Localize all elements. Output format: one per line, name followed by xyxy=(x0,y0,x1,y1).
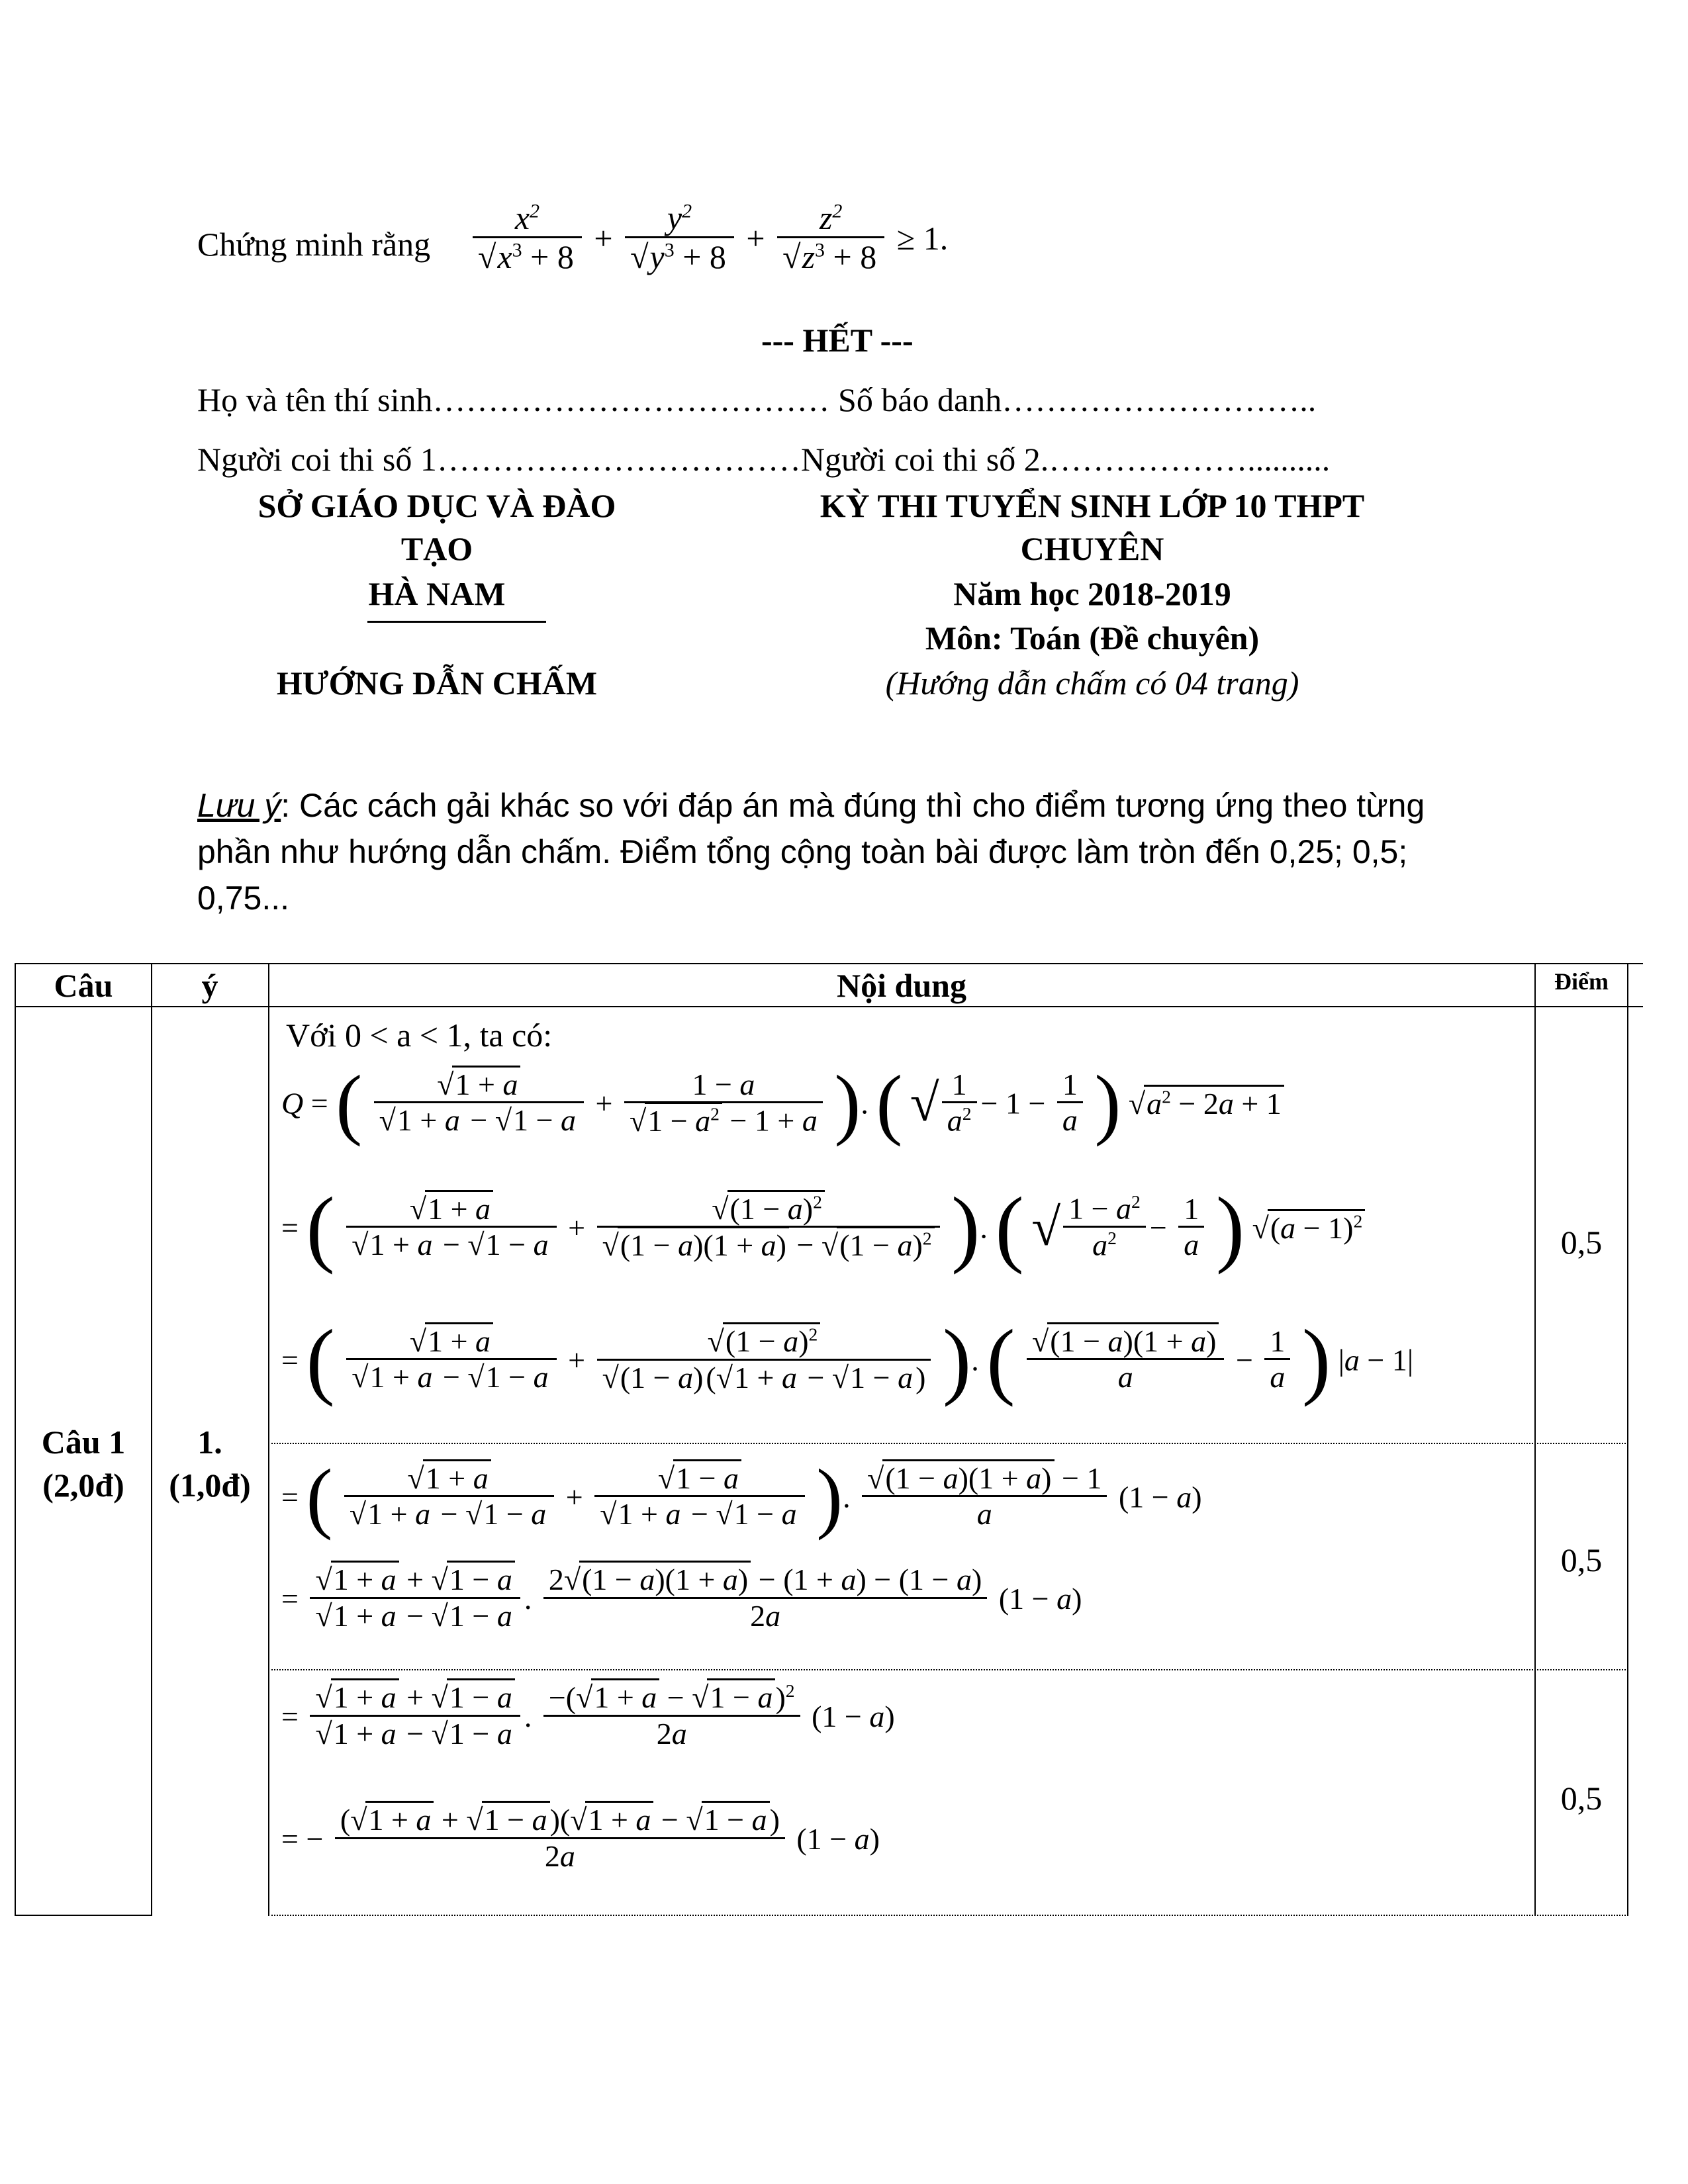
page-count-note: (Hướng dẫn chấm có 04 trang) xyxy=(885,664,1299,702)
formula-step-7: = − $\frac{(√1 + a + √1 - a)(√1 + a - √1 - a)}{2a}$ (1 − a) xyxy=(281,1803,880,1874)
subject: Môn: Toán (Đề chuyên) xyxy=(925,619,1260,657)
formula-step-6: = $\frac{√1 + a + √1 - a}{√1 + a - √1 - a}$ . $\frac{-(√1 + a - √1 - a)^2}{2a}$ (1 − a) xyxy=(281,1681,895,1752)
col-line-4 xyxy=(1627,963,1628,1916)
header-cau: Câu xyxy=(54,967,113,1004)
table-header-border xyxy=(15,1006,1643,1007)
formula-step-5: = $\frac{√1 + a + √1 - a}{√1 + a - √1 - a}$ . $\frac{2√(1 - a)(1 + a) - (1 + a) - (1 - a)}{2a}$ (1 − a) xyxy=(281,1563,1082,1633)
grading-guide-title: HƯỚNG DẪN CHẤM xyxy=(276,664,598,702)
note-label: Lưu ý xyxy=(197,787,281,824)
score-row-3: 0,5 xyxy=(1560,1780,1603,1817)
formula-step-1: Q = ( $\frac{√1 + a}{√1 + a - √1 - a}$ + $\frac{1 - a}{√1 - a^2 - 1 + a}$ ). ( √ $\frac{1}{a^2}$ − 1 − $\frac{1}{a}$ ) $√a^2 - 2a + 1$ xyxy=(281,1058,1284,1149)
exam-title-line-1: KỲ THI TUYỂN SINH LỚP 10 THPT xyxy=(820,487,1365,524)
question-points: (2,0đ) xyxy=(42,1467,124,1504)
candidate-line: Họ và tên thí sinh……………………………… Số báo danh……………………….. xyxy=(197,381,1317,418)
formula-step-2: = ( $\frac{√1 + a}{√1 + a - √1 - a}$ + $\frac{√(1 - a)^2}{√(1 - a)(1 + a) - √(1 - a)^2}$ ). ( √ $\frac{1 - a^2}{a^2}$ − $\frac{1}{a}$ ) $√(a - 1)^2$ xyxy=(281,1178,1365,1277)
exam-title-line-2: CHUYÊN xyxy=(1020,530,1164,567)
table-bottom-border-left xyxy=(15,1915,152,1916)
part-points: (1,0đ) xyxy=(169,1467,251,1504)
inequality-rhs: ≥ 1. xyxy=(896,219,949,257)
inequality-formula: $\frac{x^2}{√x^3 + 8}$ + $\frac{y^2}{√y^3 + 8}$ + $\frac{z^2}{√z^3 + 8}$ ≥ 1. xyxy=(469,200,948,277)
header-y: ý xyxy=(201,967,218,1004)
dept-underline xyxy=(367,621,546,623)
note-text-1: : Các cách gải khác so với đáp án mà đúng thì cho điểm tương ứng theo từng xyxy=(281,787,1425,824)
dept-line-2: TẠO xyxy=(400,530,473,567)
formula-step-4: = ( $\frac{√1 + a}{√1 + a - √1 - a}$ + $\frac{√1 - a}{√1 + a - √1 - a}$ ). $\frac{√(1 - a)(1 + a) - 1}{a}$ (1 − a) xyxy=(281,1453,1202,1541)
end-mark: --- HẾT --- xyxy=(761,322,914,359)
question-label: Câu 1 xyxy=(41,1424,126,1461)
school-year: Năm học 2018-2019 xyxy=(953,575,1231,612)
col-line-3 xyxy=(1534,963,1536,1916)
note-line-2: phần như hướng dẫn chấm. Điểm tổng cộng toàn bài được làm tròn đến 0,25; 0,5; xyxy=(197,833,1408,870)
intro-line: Với 0 < a < 1, ta có: xyxy=(286,1017,553,1054)
dept-line-1: SỞ GIÁO DỤC VÀ ĐÀO xyxy=(258,487,616,524)
dept-line-3: HÀ NAM xyxy=(368,575,506,612)
score-row-1: 0,5 xyxy=(1560,1224,1603,1261)
note-line-1 xyxy=(197,786,1425,825)
header-content: Nội dung xyxy=(837,967,966,1004)
score-row-2: 0,5 xyxy=(1560,1541,1603,1578)
note-line-3: 0,75... xyxy=(197,880,289,917)
part-label: 1. xyxy=(197,1424,222,1461)
formula-step-3: = ( $\frac{√1 + a}{√1 + a - √1 - a}$ + $\frac{√(1 - a)^2}{√(1 - a)(√1 + a - √1 - a)}$ ). ( $\frac{√(1 - a)(1 + a)}{a}$ − $\frac{1}{a}$ ) |a − 1| xyxy=(281,1312,1414,1408)
proctor-line: Người coi thi số 1……………………………Người coi thi số 2.……………….......... xyxy=(197,441,1331,478)
row-separator-2 xyxy=(268,1669,1628,1670)
prove-label: Chứng minh rằng xyxy=(197,226,431,263)
row-separator-3 xyxy=(268,1915,1628,1916)
table-top-border xyxy=(15,963,1643,964)
header-score: Điểm xyxy=(1554,968,1609,995)
row-separator-1 xyxy=(268,1443,1628,1444)
